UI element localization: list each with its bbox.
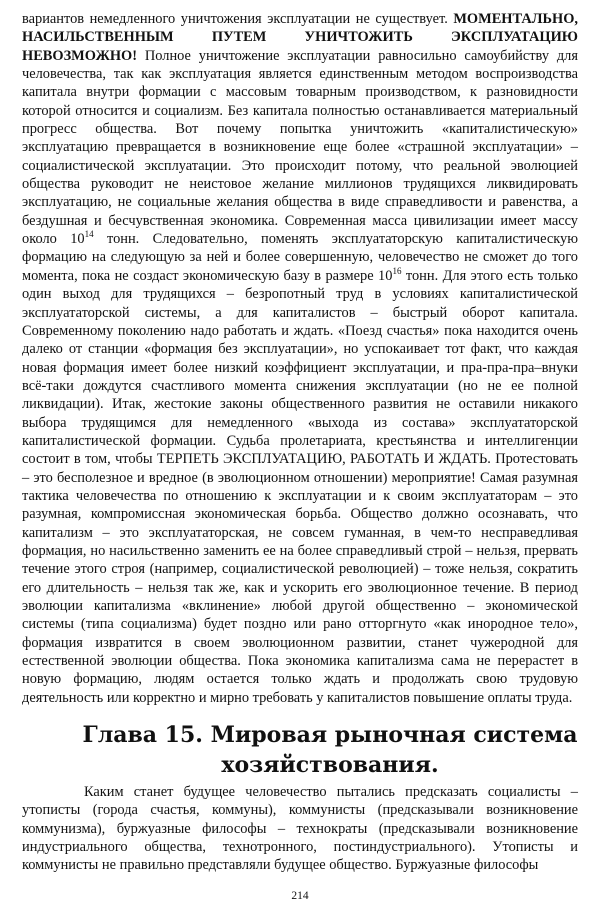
chapter-heading-line-1: Глава 15. Мировая рыночная система	[82, 722, 578, 749]
chapter-heading	[22, 720, 578, 780]
paragraph-future-society: Каким станет будущее человечество пытались предсказать социалисты – утописты (города счастья, коммуны), коммунисты (предсказывали возникновение коммунизма), буржуазные философы – технократы (предсказывали возникновение индустриального общества, технотронного, постиндустриального). Утописты и коммунисты не правильно представляли будущее общество. Буржуазные философы	[22, 784, 578, 874]
document-page	[22, 10, 578, 875]
chapter-heading-line-2: хозяйствования.	[221, 752, 439, 779]
paragraph-text-part2: Полное уничтожение эксплуатации равносильно самоубийству для человечества, так как эксплуатация является единственным методом воспроизводства капитала внутри формации с массовым товарным производством, к разновидности которой относится и социализм. Без капитала полностью останавливается материальный прогресс общества. Вот почему попытка уничтожить «капиталистическую» эксплуатацию превращается в возникновение еще более «страшной эксплуатации» – социалистической эксплуатации. Это происходит потому, что реальной эволюцией общества руководит не неистовое желание миллионов трудящихся ликвидировать эксплуатацию, не социальные желания общества в виде справедливости и равенства, а бездушная и бесчувственная экономика. Современная масса цивилизации имеет массу около 10	[22, 47, 578, 248]
bold-emphasis: МОМЕНТАЛЬНО, НАСИЛЬСТВЕННЫМ ПУТЕМ УНИЧТОЖИТЬ ЭКСПЛУАТАЦИЮ НЕВОЗМОЖНО!	[22, 11, 578, 64]
superscript-exponent-1: 14	[84, 229, 94, 240]
paragraph-text-part3: тонн. Следовательно, поменять эксплуататорскую капиталистическую формацию на следующую за ней и более совершенную, человечество не сможет до того момента, пока не создаст экономическую базу в размере 10	[22, 231, 578, 284]
paragraph-text-part4: тонн. Для этого есть только один выход для трудящихся – безропотный труд в условиях капиталистической эксплуататорской системы, а для капиталистов – быстрый оборот капитала. Современному поколению надо работать и ждать. «Поезд счастья» пока находится очень далеко от станции «формация без эксплуатации», но успокаивает тот факт, что каждая новая формация имеет более низкий коэффициент эксплуатации, и пра-пра-пра–внуки всё-таки дождутся счастливого момента снижения эксплуатации (но не ее полной ликвидации). Итак, жестокие законы общественного развития не оставили никакого выбора трудящимся для немедленного «выхода из состава» эксплуататорской капиталистической формации. Судьба пролетариата, крестьянства и интеллигенции состоит в том, чтобы ТЕРПЕТЬ ЭКСПЛУАТАЦИЮ, РАБОТАТЬ И ЖДАТЬ. Протестовать – это бесполезное и вредное (в эволюционном отношении) мероприятие! Самая разумная тактика человечества по отношению к эксплуатации и к своим эксплуататорам – это разумная, компромиссная экономическая борьба. Общество должно осознавать, что капитализм – это эксплуататорская, не совсем гуманная, в чем-то несправедливая формация, но насильственно заменить ее на более справедливый строй – нельзя, прервать течение этого строя (например, социалистической революцией) – тоже нельзя, сократить его длительность – нельзя так же, как и ускорить его эволюционное течение. В период эволюции капитализма «вклинение» любой другой общественно – экономической системы (типа социализма) будет поздно или рано отторгнуто «как инородное тело», формация извратится в своем эволюционном развитии, станет чужеродной для естественной эволюции общества. Пока экономика капитализма сама не перерастет в новую формацию, людям остается только ждать и продолжать свою трудовую деятельность или корректно и мирно требовать у капиталистов повышение оплаты труда.	[22, 267, 578, 706]
paragraph-exploitation	[22, 10, 578, 707]
superscript-exponent-2: 16	[392, 265, 402, 276]
paragraph-text-part1: вариантов немедленного уничтожения эксплуатации не существует.	[22, 11, 454, 27]
page-number: 214	[291, 890, 309, 902]
